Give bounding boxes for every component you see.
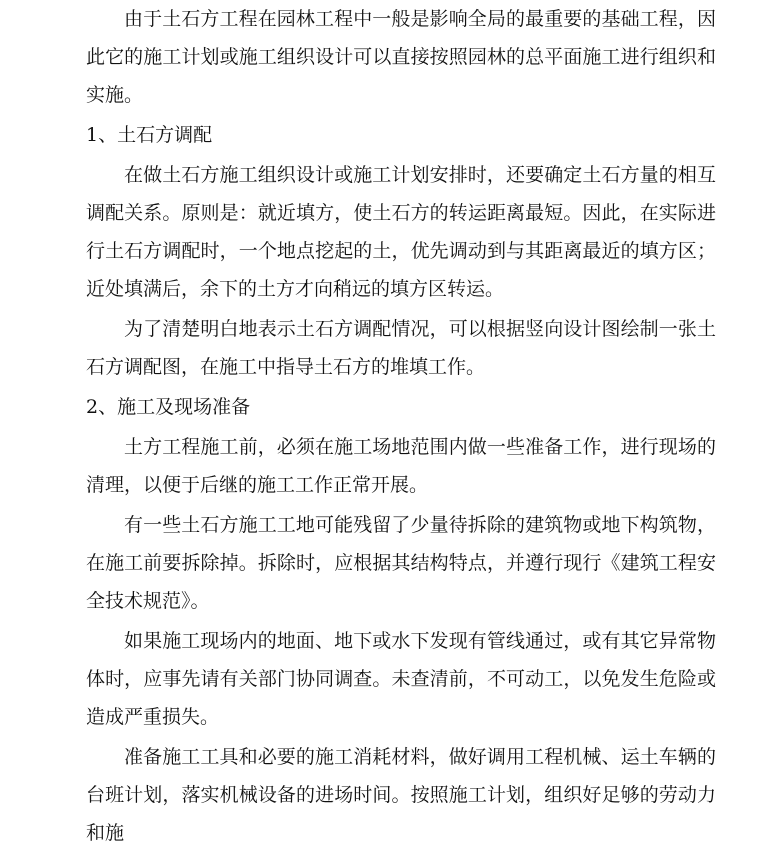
paragraph-allocation-principle: 在做土石方施工组织设计或施工计划安排时，还要确定土石方量的相互调配关系。原则是：就近填方，使土石方的转运距离最短。因此，在实际进行土石方调配时，一个地点挖起的土，优先调动到与其距离最近的填方区；近处填满后，余下的土方才向稍远的填方区转运。 [86,164,716,300]
heading-site-preparation: 2、施工及现场准备 [86,396,251,418]
paragraph-allocation-map: 为了清楚明白地表示土石方调配情况，可以根据竖向设计图绘制一张土石方调配图，在施工中指导土石方的堆填工作。 [86,318,716,378]
paragraph-demolition: 有一些土石方施工工地可能残留了少量待拆除的建筑物或地下构筑物，在施工前要拆除掉。拆除时，应根据其结构特点，并遵行现行《建筑工程安全技术规范》。 [86,514,716,612]
paragraph-pipelines: 如果施工现场内的地面、地下或水下发现有管线通过，或有其它异常物体时，应事先请有关部门协同调查。未查清前，不可动工，以免发生危险或造成严重损失。 [86,630,716,728]
paragraph-tools-materials: 准备施工工具和必要的施工消耗材料，做好调用工程机械、运土车辆的台班计划，落实机械设备的进场时间。按照施工计划，组织好足够的劳动力和施 [86,746,716,844]
heading-earthwork-allocation: 1、土石方调配 [86,124,213,146]
document-page [86,0,716,852]
paragraph-intro: 由于土石方工程在园林工程中一般是影响全局的最重要的基础工程，因此它的施工计划或施工组织设计可以直接按照园林的总平面施工进行组织和实施。 [86,8,716,106]
paragraph-site-cleanup: 土方工程施工前，必须在施工场地范围内做一些准备工作，进行现场的清理，以便于后继的施工工作正常开展。 [86,436,716,496]
